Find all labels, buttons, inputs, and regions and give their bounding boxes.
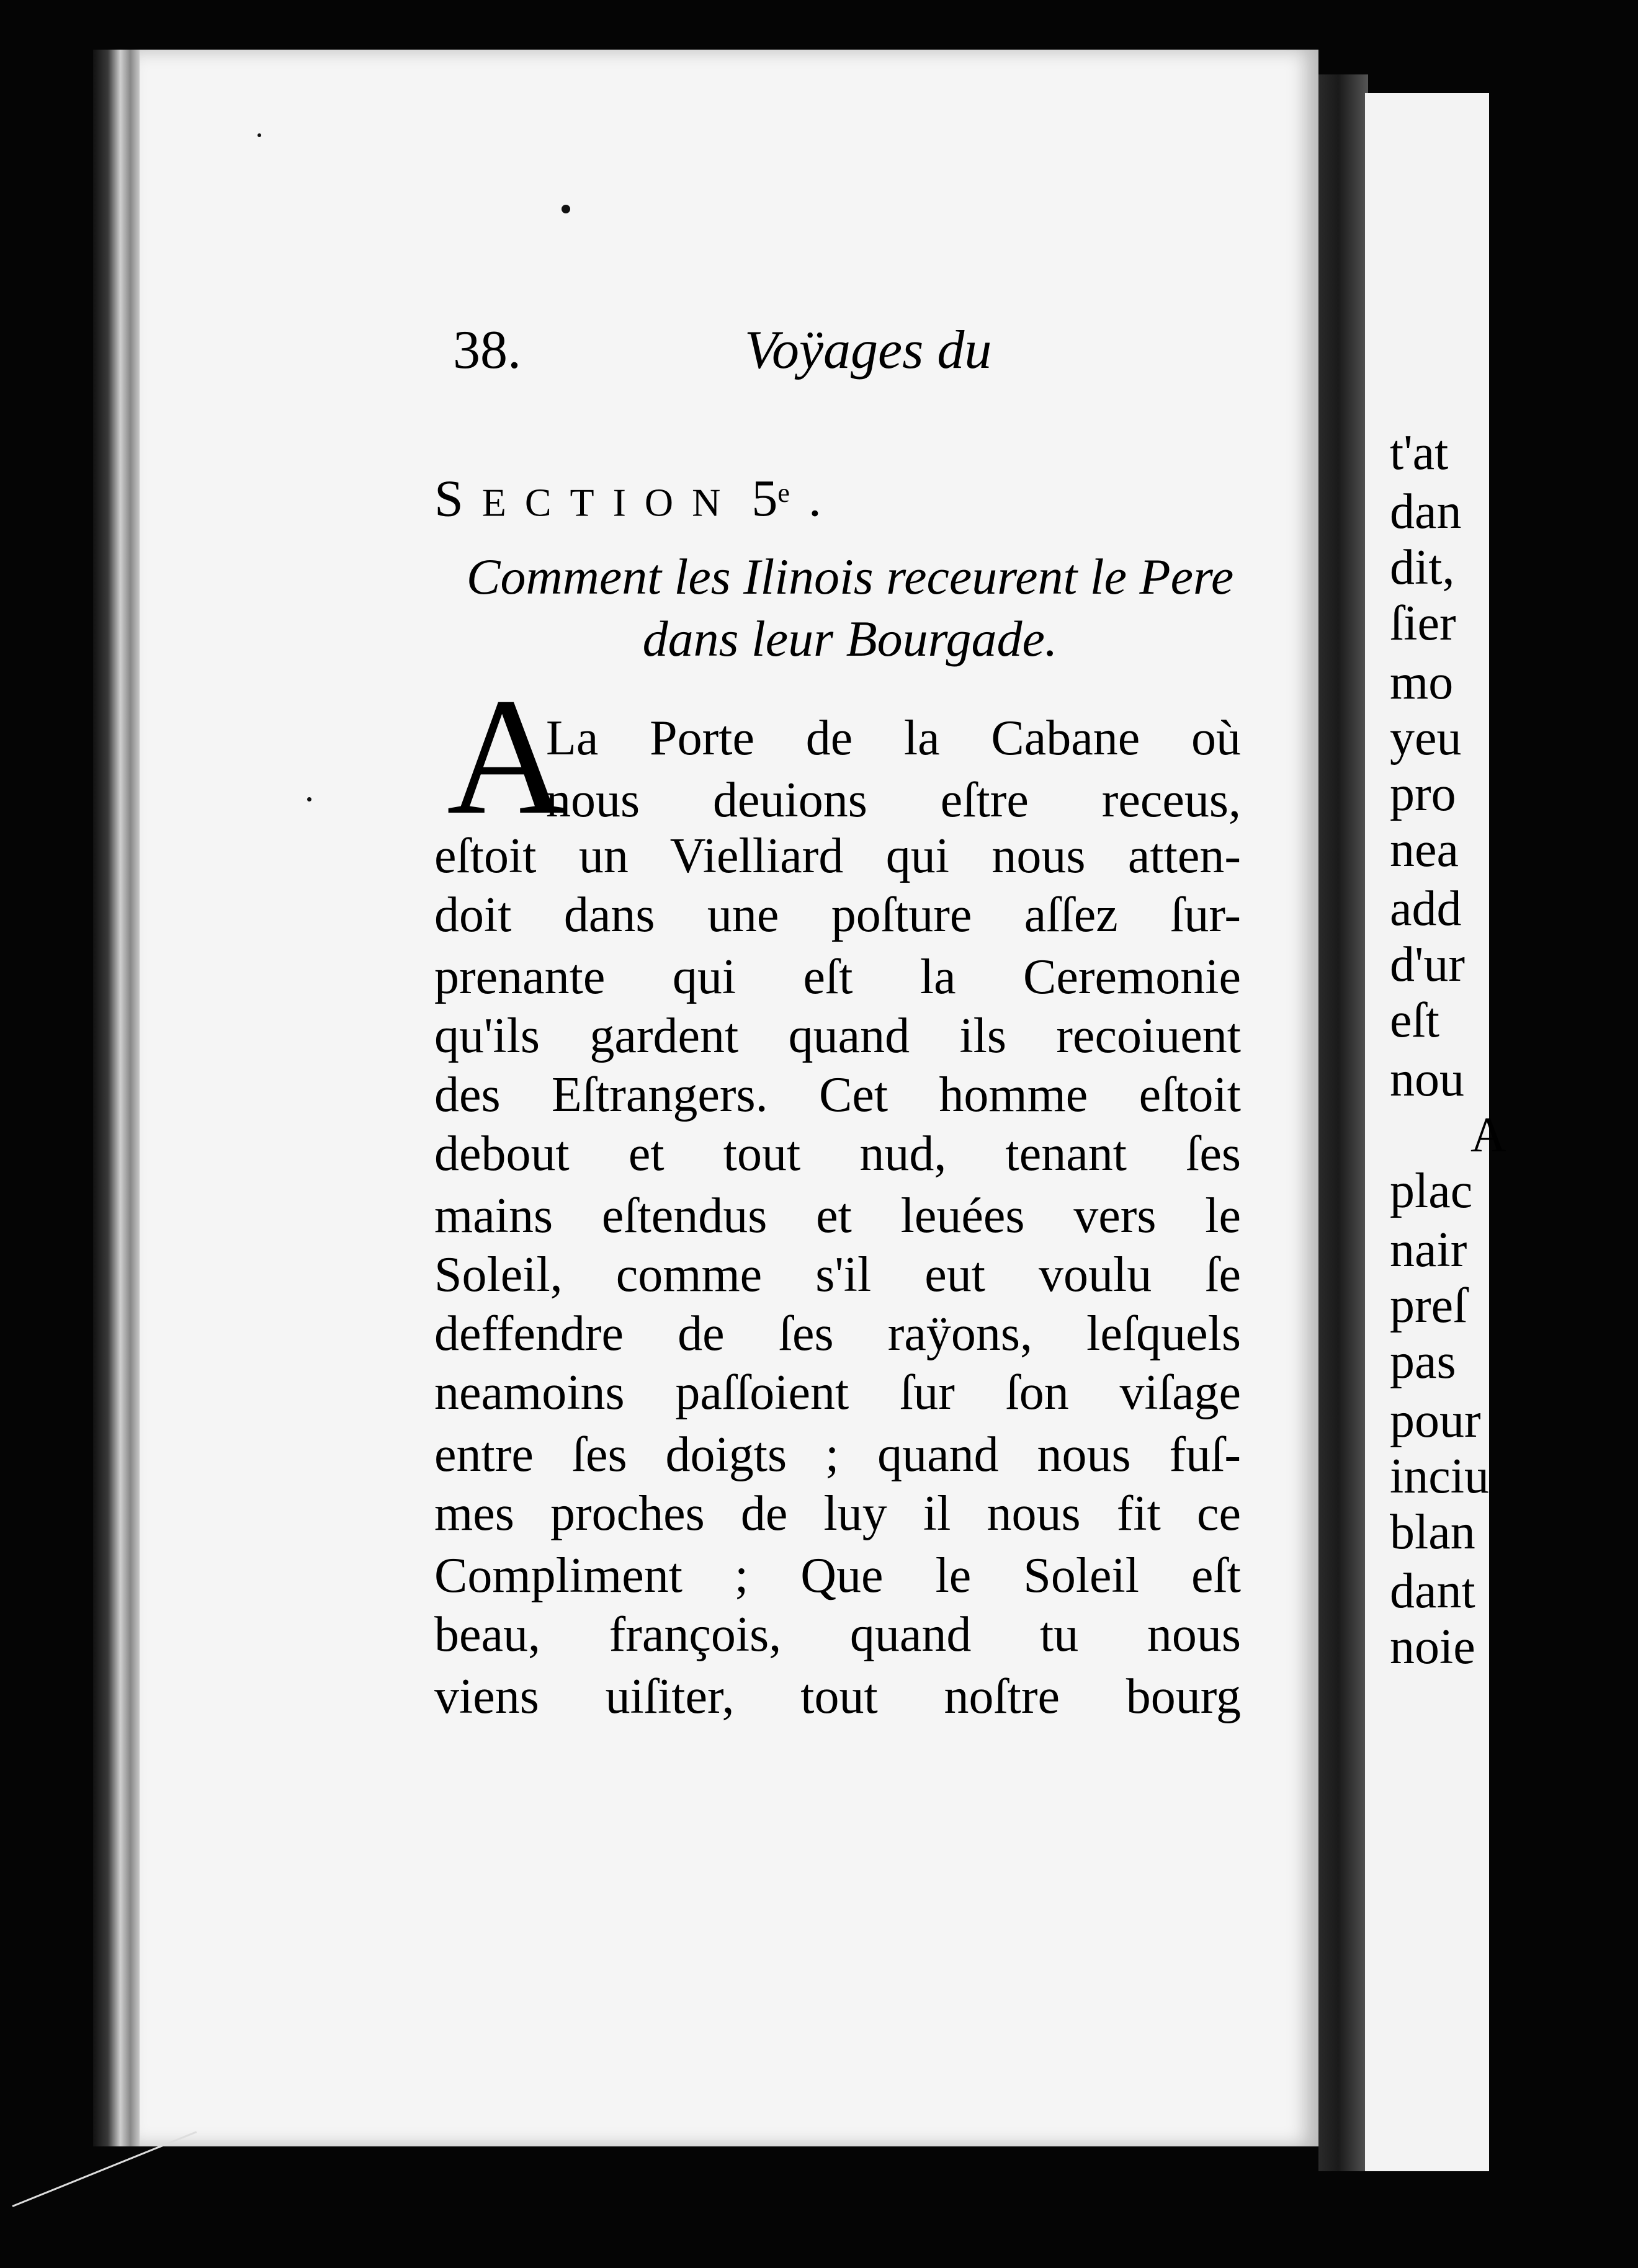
right-page-line: pas [1390, 1334, 1456, 1389]
right-page-line: A [1470, 1108, 1506, 1163]
section-word-rest: ECTION [481, 480, 740, 525]
body-line: nous deuions eſtre receus, [546, 773, 1241, 828]
body-line: Soleil, comme s'il eut voulu ſe [434, 1248, 1241, 1302]
right-page-line: add [1390, 882, 1462, 936]
right-page-line: dant [1390, 1564, 1475, 1618]
book-spine-edge [93, 50, 143, 2146]
right-page-line: eſt [1390, 993, 1439, 1048]
right-page-line: nair [1390, 1223, 1467, 1277]
right-page-line: dit, [1390, 540, 1455, 595]
subtitle-line: Comment les Ilinois receurent le Pere [466, 548, 1234, 605]
page-number: 38. [453, 320, 521, 380]
paper-speck [562, 205, 570, 213]
body-line: Compliment ; Que le Soleil eſt [434, 1548, 1241, 1603]
section-number: 5 [751, 470, 778, 528]
body-line: deffendre de ſes raÿons, leſquels [434, 1306, 1241, 1361]
right-page-line: nou [1390, 1052, 1464, 1107]
body-line: doit dans une poſture aſſez ſur- [434, 888, 1241, 942]
section-period: . [808, 470, 821, 528]
right-page-line: inciu [1390, 1449, 1489, 1504]
right-page-line: plac [1390, 1164, 1473, 1218]
body-line: mains eſtendus et leuées vers le [434, 1189, 1241, 1243]
right-page-line: t'at [1390, 426, 1449, 480]
page-header [453, 310, 1011, 391]
right-page-line: pro [1390, 767, 1456, 821]
paper-speck [307, 797, 311, 801]
body-line: prenante qui eſt la Ceremonie [434, 950, 1241, 1004]
body-line: qu'ils gardent quand ils recoiuent [434, 1009, 1241, 1063]
body-line: debout et tout nud, tenant ſes [434, 1127, 1241, 1181]
right-page-line: pour [1390, 1393, 1481, 1448]
body-line: La Porte de la Cabane où [546, 711, 1241, 766]
body-line: mes proches de luy il nous fit ce [434, 1486, 1241, 1541]
right-page-line: dan [1390, 484, 1462, 539]
right-page-line: noie [1390, 1620, 1475, 1674]
chapter-subtitle [447, 546, 1253, 670]
body-line: viens uiſiter, tout noſtre bourg [434, 1669, 1241, 1724]
right-page-line: ſier [1390, 596, 1456, 651]
section-word-initial: S [434, 470, 482, 528]
right-page-line: d'ur [1390, 937, 1466, 992]
running-head: Voÿages du [745, 320, 992, 380]
body-line: eſtoit un Vielliard qui nous atten- [434, 829, 1241, 883]
book-gutter [1318, 74, 1368, 2171]
body-line: neamoins paſſoient ſur ſon viſage [434, 1365, 1241, 1420]
body-line: beau, françois, quand tu nous [434, 1607, 1241, 1662]
body-line: entre ſes doigts ; quand nous fuſ- [434, 1427, 1241, 1482]
right-page [1365, 93, 1506, 2171]
section-number-suffix: e [777, 478, 808, 508]
right-page-line: preſ [1390, 1279, 1467, 1333]
right-page-line: yeu [1390, 711, 1462, 766]
drop-cap: A [447, 664, 568, 849]
paper-speck [257, 133, 261, 137]
right-page-line: blan [1390, 1505, 1475, 1560]
body-line: des Eſtrangers. Cet homme eſtoit [434, 1068, 1241, 1122]
right-page-line: nea [1390, 823, 1459, 877]
section-heading [434, 462, 1241, 534]
subtitle-line: dans leur Bourgade. [642, 610, 1058, 667]
right-page-line: mo [1390, 655, 1454, 710]
